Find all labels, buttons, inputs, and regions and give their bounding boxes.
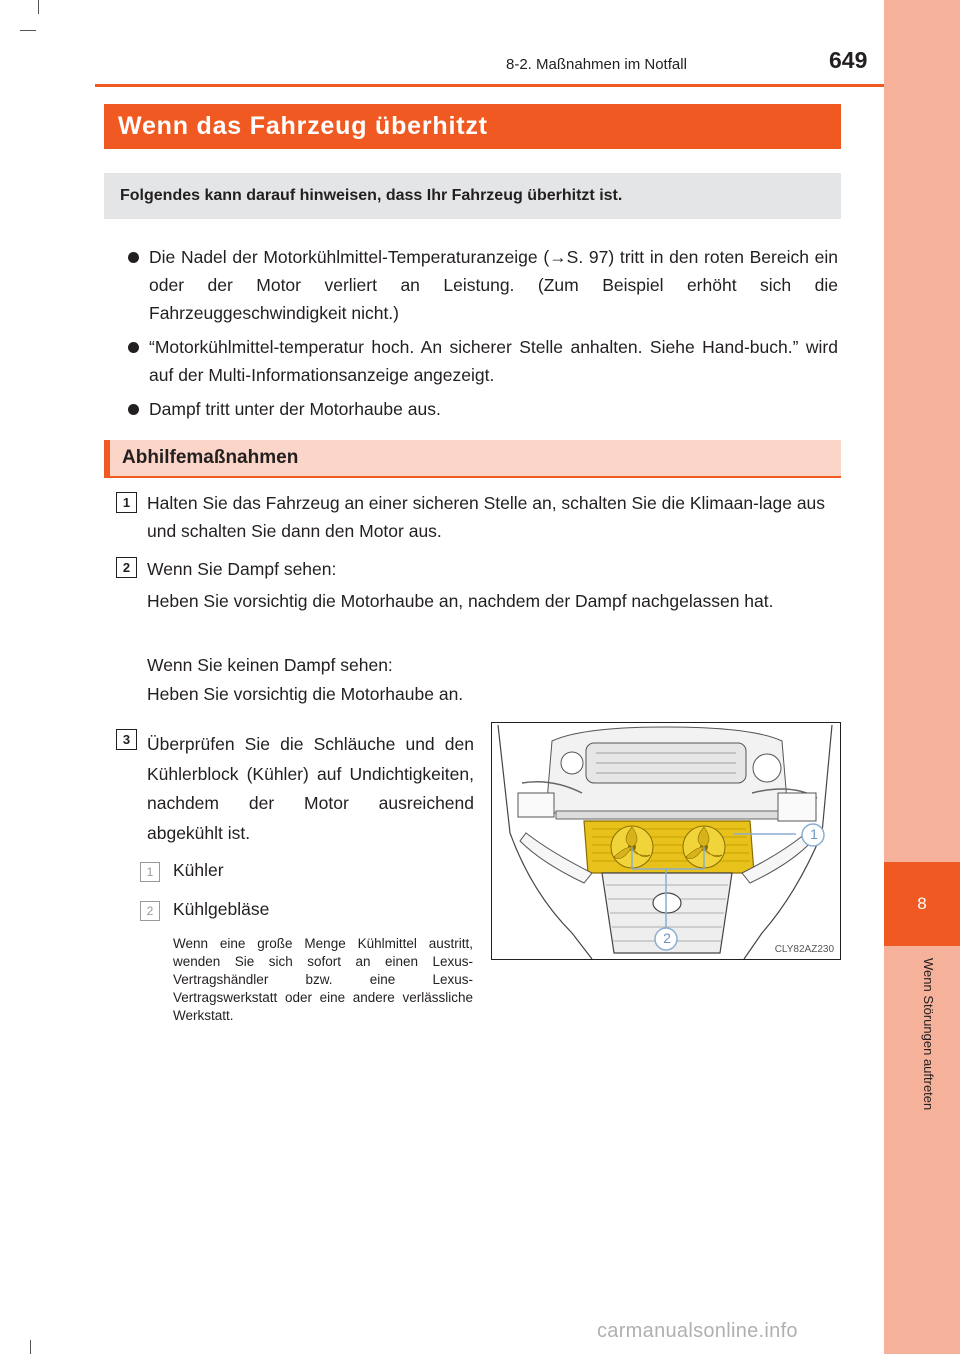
bullet-item — [128, 333, 838, 389]
watermark: carmanualsonline.info — [597, 1320, 798, 1342]
legend-label-1: Kühler — [173, 860, 224, 880]
crop-mark — [38, 0, 39, 14]
step-2-line-2: Heben Sie vorsichtig die Motorhaube an, nachdem der Dampf nachgelassen hat. — [147, 591, 774, 611]
section-heading: Abhilfemaßnahmen — [104, 440, 841, 476]
callout-2: 2 — [663, 930, 671, 946]
crop-mark — [20, 30, 36, 31]
bullet-text: “Motorkühlmittel-temperatur hoch. An sicherer Stelle anhalten. Siehe Hand-buch.” wird auf der Multi-Informationsanzeige angezeigt. — [149, 337, 838, 385]
bullet-icon — [128, 342, 139, 353]
chapter-title: Wenn Störungen auftreten — [921, 958, 936, 1111]
legend-label-2: Kühlgebläse — [173, 899, 270, 919]
step-2-line-1: Wenn Sie Dampf sehen: — [147, 559, 337, 579]
step-number-1: 1 — [116, 492, 137, 513]
header-rule — [95, 84, 884, 87]
figure-code: CLY82AZ230 — [774, 944, 834, 955]
step-2-line-4: Heben Sie vorsichtig die Motorhaube an. — [147, 684, 464, 704]
engine-bay-illustration — [491, 722, 841, 960]
bullet-text: Dampf tritt unter der Motorhaube aus. — [149, 399, 441, 419]
step-2-line-3: Wenn Sie keinen Dampf sehen: — [147, 655, 393, 675]
bullet-text: Die Nadel der Motorkühlmittel-Temperaturanzeige (→S. 97) tritt in den roten Bereich ein oder der Motor verliert an Leistung. (Zum Beispiel erhöht sich die Fahrzeuggeschwindigkeit nicht.) — [149, 247, 838, 323]
step-number-3: 3 — [116, 729, 137, 750]
bullet-item — [128, 243, 838, 327]
page-number: 649 — [829, 47, 868, 73]
chapter-number: 8 — [884, 862, 960, 946]
bullet-item — [128, 395, 838, 423]
step-number-2: 2 — [116, 557, 137, 578]
step-1-text: Halten Sie das Fahrzeug an einer sicheren Stelle an, schalten Sie die Klimaan-lage aus und schalten Sie dann den Motor aus. — [147, 493, 826, 541]
crop-mark — [30, 1340, 31, 1354]
legend-number-1: 1 — [140, 862, 160, 882]
engine-bay-drawing — [492, 723, 840, 959]
main-title: Wenn das Fahrzeug überhitzt — [104, 104, 841, 149]
note-text: Wenn eine große Menge Kühlmittel austritt, wenden Sie sich sofort an einen Lexus-Vertragshändler bzw. eine Lexus-Vertragswerkstatt oder eine andere verlässliche Werkstatt. — [173, 936, 473, 1023]
running-header-section: 8-2. Maßnahmen im Notfall — [506, 56, 687, 73]
intro-box: Folgendes kann darauf hinweisen, dass Ihr Fahrzeug überhitzt ist. — [104, 173, 841, 219]
bullet-icon — [128, 404, 139, 415]
section-heading-rule — [104, 476, 841, 478]
callout-1: 1 — [810, 826, 818, 842]
bullet-icon — [128, 252, 139, 263]
step-3-text: Überprüfen Sie die Schläuche und den Kühlerblock (Kühler) auf Undichtigkeiten, nachdem der Motor ausreichend abgekühlt ist. — [147, 734, 474, 843]
legend-number-2: 2 — [140, 901, 160, 921]
